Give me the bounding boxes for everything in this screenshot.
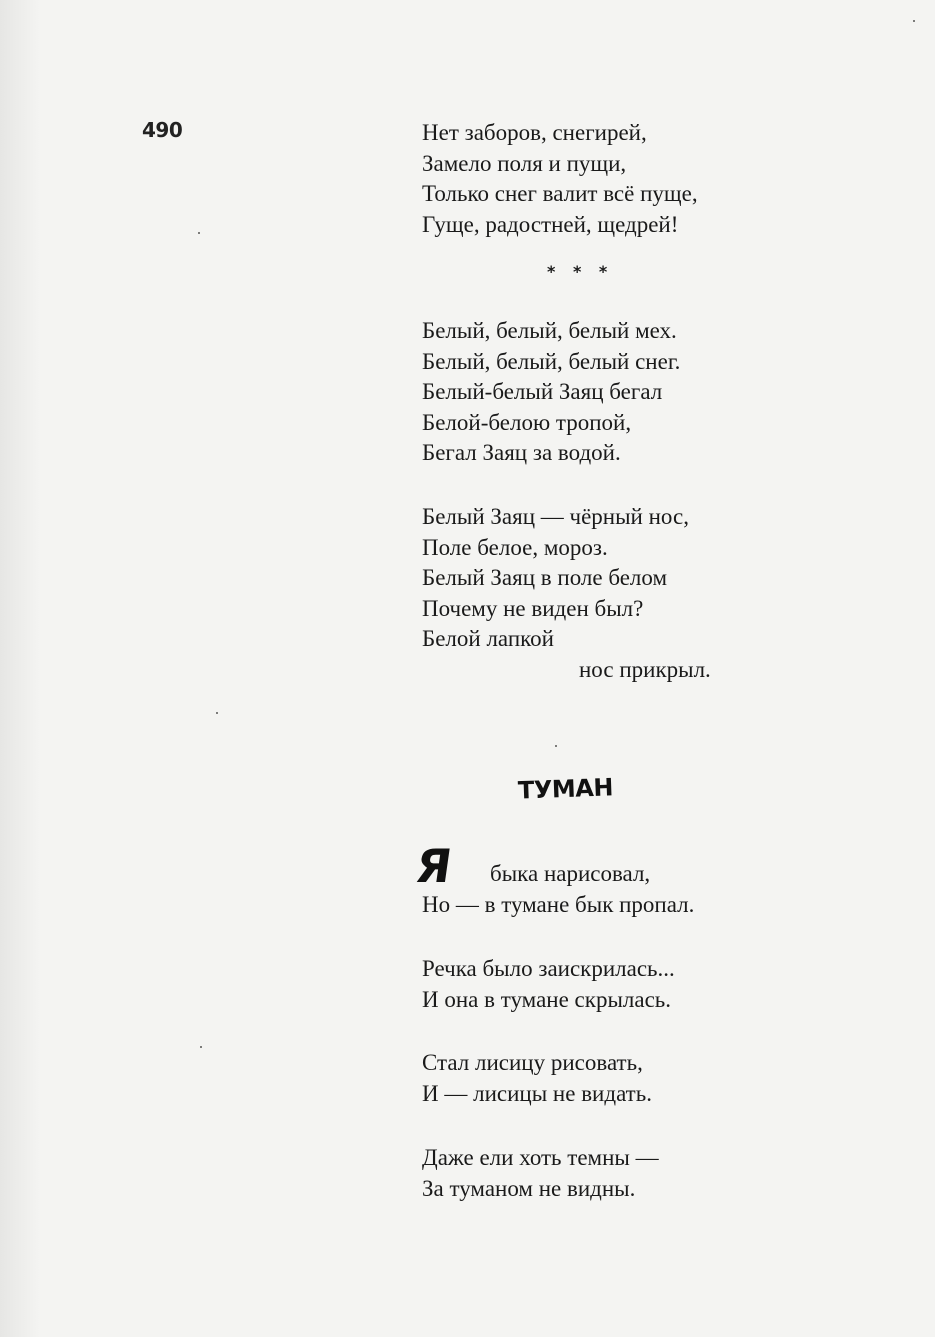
poem-line: Нет заборов, снегирей, — [422, 120, 647, 145]
poem-line: Только снег валит всё пуще, — [422, 181, 698, 206]
scan-speck — [913, 20, 915, 22]
first-line-rest: быка нарисовал, — [490, 861, 651, 886]
poem-line: Замело поля и пущи, — [422, 150, 627, 176]
poem-line: Белый Заяц — чёрный нос, — [422, 504, 689, 529]
stanza-3 — [422, 502, 711, 685]
poem-line-indented: нос прикрыл. — [579, 656, 711, 682]
poem-line: Даже ели хоть темны — — [422, 1145, 659, 1170]
poem-title: ТУМАН — [517, 773, 614, 805]
page-gutter — [0, 0, 40, 1337]
stanza-2 — [422, 316, 680, 469]
poem-line: Белый-белый Заяц бегал — [422, 379, 663, 404]
stanza-1 — [422, 118, 698, 240]
stanza-5 — [422, 954, 675, 1015]
poem-line: Белой-белою тропой, — [422, 409, 632, 435]
poem-line: Белый, белый, белый снег. — [422, 348, 681, 374]
poem-line: Стал лисицу рисовать, — [422, 1050, 643, 1075]
poem-line: Белый, белый, белый мех. — [422, 318, 677, 343]
poem-line: Почему не виден был? — [422, 595, 644, 621]
page-number: 490 — [142, 118, 183, 142]
scan-speck — [200, 1046, 202, 1048]
drop-cap — [412, 839, 456, 893]
poem-line: Речка было заискрилась... — [422, 956, 675, 981]
scan-speck — [216, 712, 218, 714]
poem-line: И она в тумане скрылась. — [422, 986, 672, 1012]
scan-speck — [198, 232, 200, 234]
drop-cap-letter: Я — [412, 839, 456, 893]
poem-line: Бегал Заяц за водой. — [422, 440, 621, 465]
poem-line: Но — в тумане бык пропал. — [422, 892, 695, 917]
poem-line: За туманом не видны. — [422, 1175, 636, 1201]
poem-line: И — лисицы не видать. — [422, 1080, 652, 1106]
stanza-4 — [422, 890, 694, 921]
scan-speck — [555, 745, 557, 747]
stanza-6 — [422, 1048, 652, 1109]
poem-line: Белой лапкой — [422, 626, 554, 651]
section-separator: * * * — [547, 262, 614, 281]
poem-line: Гуще, радостней, щедрей! — [422, 211, 679, 237]
poem-line: Поле белое, мороз. — [422, 534, 608, 560]
poem-line: Белый Заяц в поле белом — [422, 565, 668, 590]
stanza-7 — [422, 1143, 659, 1204]
